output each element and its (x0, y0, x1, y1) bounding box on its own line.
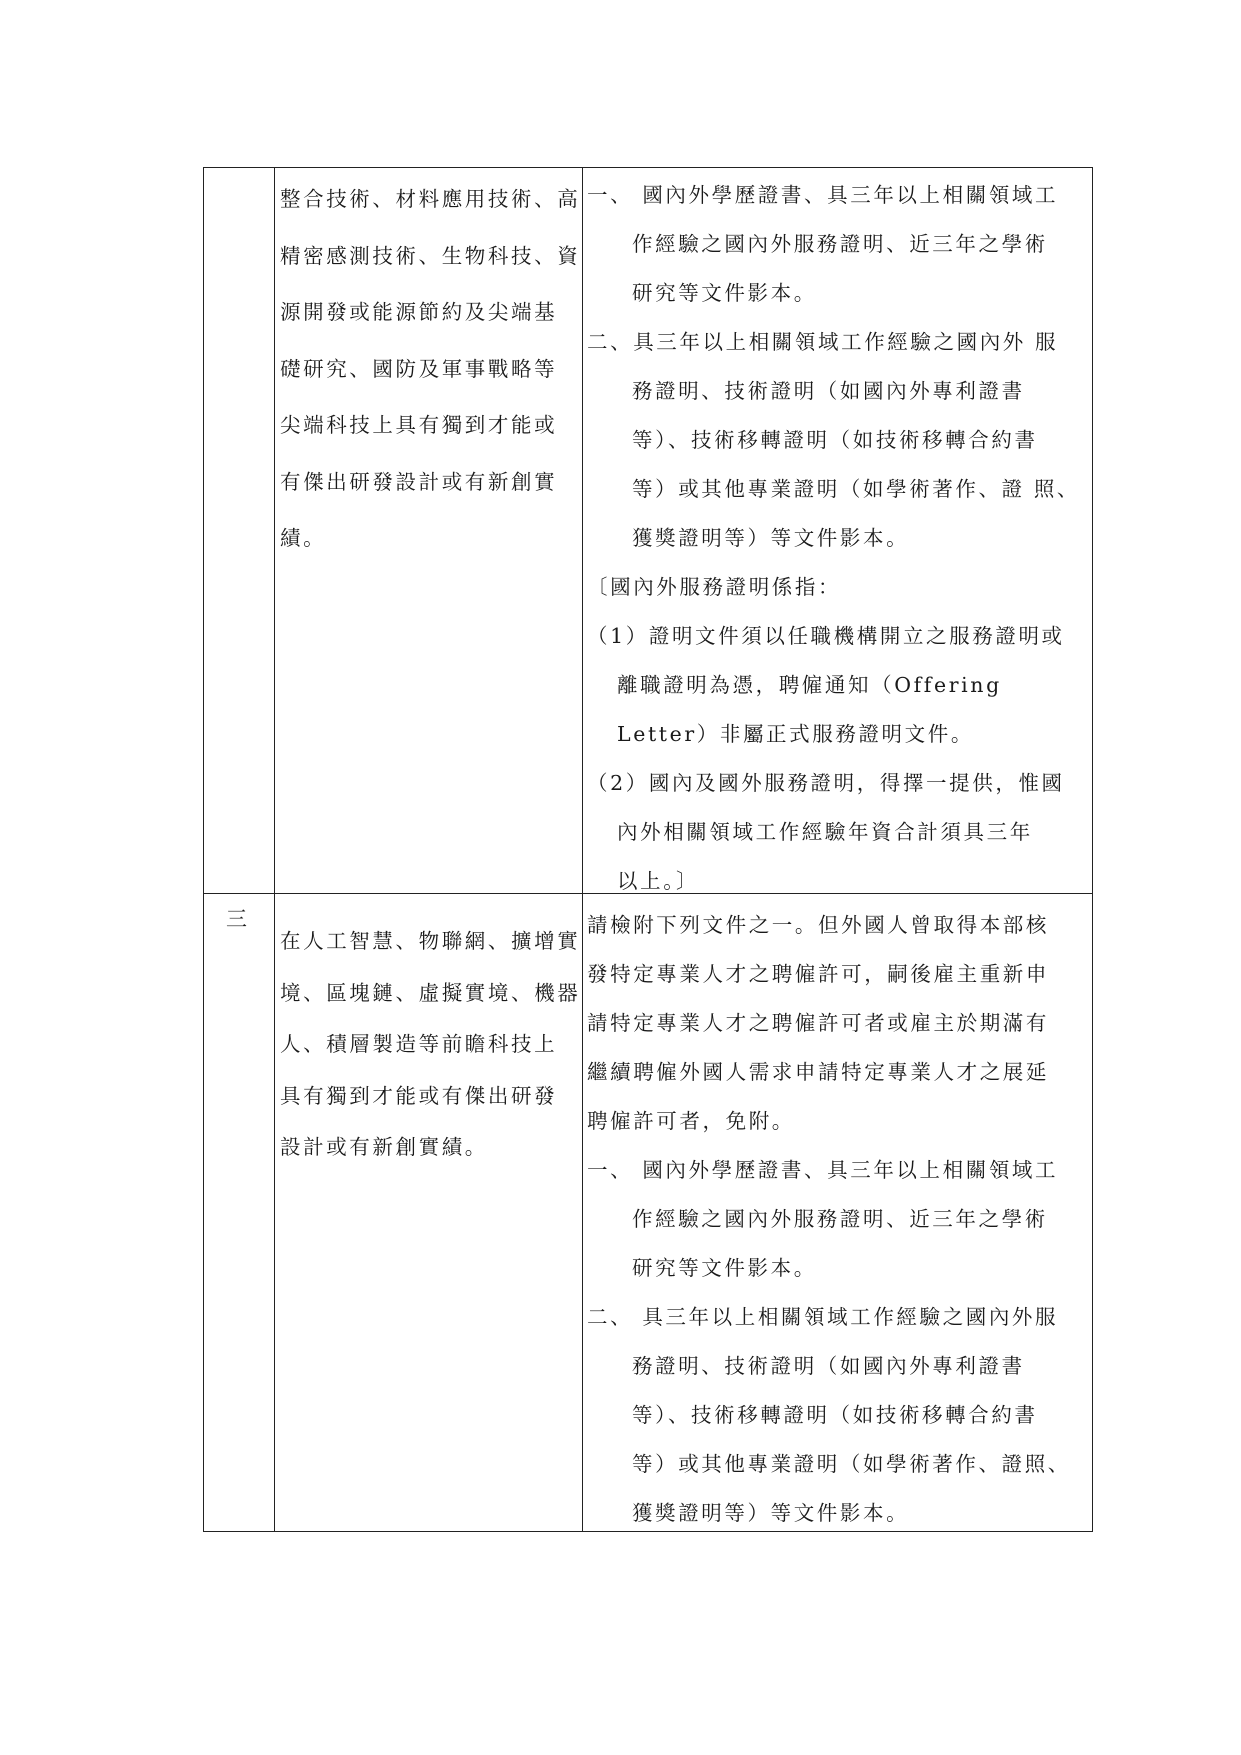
criteria-line: 精密感測技術、生物科技、資 (280, 243, 581, 268)
row2-criteria-cell (280, 916, 580, 1174)
column-divider (582, 168, 583, 1531)
document-line: 繼續聘僱外國人需求申請特定專業人才之展延 (587, 1060, 1049, 1084)
criteria-line: 績。 (280, 526, 327, 550)
document-line: 二、 具三年以上相關領域工作經驗之國內外服 (587, 1305, 1059, 1329)
document-line: 一、 國內外學歷證書、具三年以上相關領域工 (587, 1158, 1059, 1182)
document-line: 等）或其他專業證明（如學術著作、證照、 (632, 1452, 1071, 1476)
document-line: 務證明、技術證明（如國內外專利證書 (632, 1354, 1025, 1378)
document-line: 等）或其他專業證明（如學術著作、證 照、 (632, 477, 1081, 501)
row2-documents-cell (587, 901, 1092, 1538)
document-line: 獲獎證明等）等文件影本。 (632, 1501, 910, 1525)
document-line: （1）證明文件須以任職機構開立之服務證明或 (587, 624, 1065, 648)
document-line: 務證明、技術證明（如國內外專利證書 (632, 379, 1025, 403)
document-line: 請特定專業人才之聘僱許可者或雇主於期滿有 (587, 1011, 1049, 1035)
criteria-line: 設計或有新創實績。 (280, 1135, 488, 1159)
document-line: 作經驗之國內外服務證明、近三年之學術 (632, 232, 1048, 256)
criteria-line: 源開發或能源節約及尖端基 (280, 300, 558, 324)
row1-documents-cell (587, 171, 1092, 906)
document-line: 請檢附下列文件之一。但外國人曾取得本部核 (587, 913, 1049, 937)
document-line: 研究等文件影本。 (632, 1256, 817, 1280)
criteria-line: 在人工智慧、物聯網、擴增實 (280, 929, 581, 953)
document-line: Letter）非屬正式服務證明文件。 (617, 722, 974, 746)
document-line: 研究等文件影本。 (632, 281, 817, 305)
document-line: 二、具三年以上相關領域工作經驗之國內外 服 (587, 330, 1059, 354)
document-line: 等）、技術移轉證明（如技術移轉合約書 (632, 1403, 1038, 1427)
criteria-line: 人、積層製造等前瞻科技上 (280, 1032, 558, 1056)
document-line: （2）國內及國外服務證明，得擇一提供，惟國 (587, 771, 1065, 795)
document-line: 聘僱許可者，免附。 (587, 1109, 795, 1133)
criteria-line: 礎研究、國防及軍事戰略等 (280, 356, 558, 381)
criteria-line: 具有獨到才能或有傑出研發 (280, 1083, 558, 1108)
criteria-line: 尖端科技上具有獨到才能或 (280, 413, 558, 437)
column-divider (274, 168, 275, 1531)
document-line: 離職證明為憑，聘僱通知（Offering (617, 673, 1002, 697)
criteria-line: 境、區塊鏈、虛擬實境、機器 (280, 980, 581, 1005)
document-line: 一、 國內外學歷證書、具三年以上相關領域工 (587, 183, 1059, 207)
document-line: 以上。〕 (617, 869, 700, 893)
document-line: 作經驗之國內外服務證明、近三年之學術 (632, 1207, 1048, 1231)
document-line: 內外相關領域工作經驗年資合計須具三年 (617, 820, 1033, 844)
document-line: 發特定專業人才之聘僱許可，嗣後雇主重新申 (587, 962, 1049, 986)
criteria-table (203, 167, 1093, 1532)
document-line: 獲獎證明等）等文件影本。 (632, 526, 910, 550)
criteria-line: 整合技術、材料應用技術、高 (280, 187, 581, 211)
document-line: 〔國內外服務證明係指： (587, 575, 842, 599)
document-line: 等）、技術移轉證明（如技術移轉合約書 (632, 428, 1038, 452)
criteria-line: 有傑出研發設計或有新創實 (280, 469, 558, 494)
row2-number: 三 (226, 907, 250, 931)
row1-criteria-cell (280, 171, 580, 567)
